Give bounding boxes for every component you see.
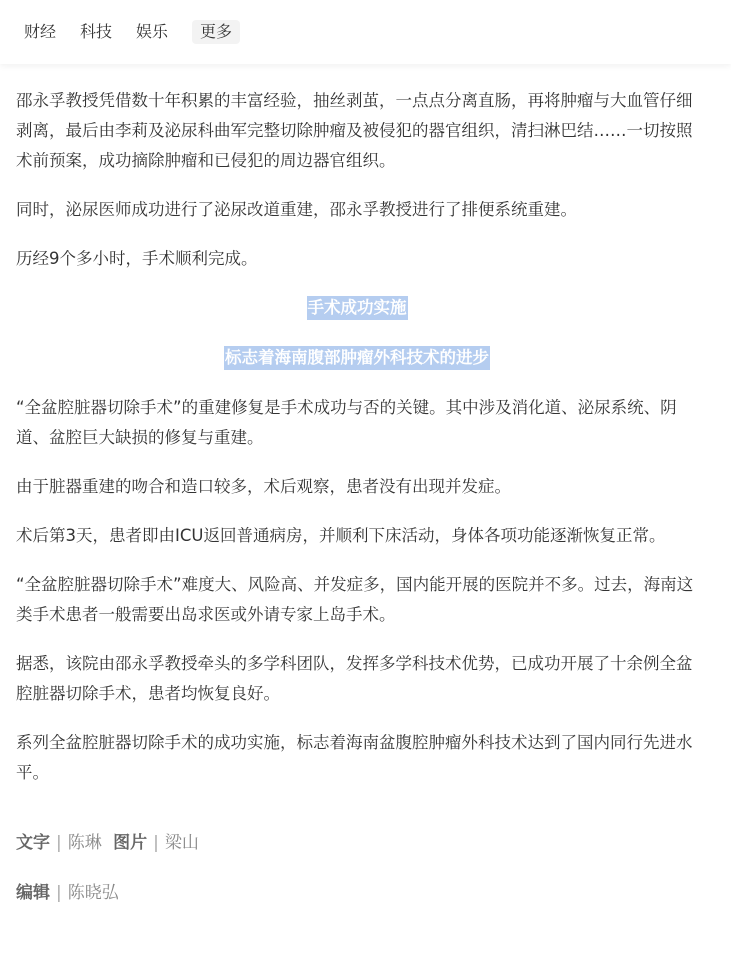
section-heading-2 <box>16 343 698 373</box>
article-credits <box>16 828 698 908</box>
article-body <box>16 86 698 928</box>
credit-separator: | <box>153 833 159 853</box>
credit-editor-name: 陈晓弘 <box>67 883 119 903</box>
article-paragraph: 据悉，该院由邵永孚教授牵头的多学科团队，发挥多学科技术优势，已成功开展了十余例全盆腔脏器切除手术，患者均恢复良好。 <box>16 654 693 703</box>
article-paragraph: 同时，泌尿医师成功进行了泌尿改道重建，邵永孚教授进行了排便系统重建。 <box>16 200 577 219</box>
article-paragraph: 邵永孚教授凭借数十年积累的丰富经验，抽丝剥茧，一点点分离直肠，再将肿瘤与大血管仔细剥离，最后由李莉及泌尿科曲军完整切除肿瘤及被侵犯的器官组织，清扫淋巴结……一切按照术前预案，成功摘除肿瘤和已侵犯的周边器官组织。 <box>16 91 693 170</box>
credit-line-editor <box>16 878 698 908</box>
top-navigation-bar <box>0 0 731 64</box>
nav-item-finance[interactable]: 财经 <box>24 22 57 41</box>
nav-more-button[interactable]: 更多 <box>192 20 240 44</box>
credit-text-author: 陈琳 <box>67 833 102 853</box>
highlight-heading: 手术成功实施 <box>307 296 408 320</box>
credit-line-text-photo <box>16 828 698 858</box>
article-paragraph: 系列全盆腔脏器切除手术的成功实施，标志着海南盆腹腔肿瘤外科技术达到了国内同行先进水平。 <box>16 733 693 782</box>
credit-photo-label: 图片 <box>113 833 148 853</box>
credit-photo-author: 梁山 <box>164 833 199 853</box>
highlight-heading: 标志着海南腹部肿瘤外科技术的进步 <box>224 346 490 370</box>
article-paragraph: 历经9个多小时，手术顺利完成。 <box>16 249 258 268</box>
nav-item-tech[interactable]: 科技 <box>80 22 113 41</box>
credit-separator: | <box>56 833 62 853</box>
article-paragraph: “全盆腔脏器切除手术”的重建修复是手术成功与否的关键。其中涉及消化道、泌尿系统、阴道、盆腔巨大缺损的修复与重建。 <box>16 398 677 447</box>
article-paragraph: 术后第3天，患者即由ICU返回普通病房，并顺利下床活动，身体各项功能逐渐恢复正常。 <box>16 526 666 545</box>
credit-separator: | <box>56 883 62 903</box>
article-paragraph: “全盆腔脏器切除手术”难度大、风险高、并发症多，国内能开展的医院并不多。过去，海南这类手术患者一般需要出岛求医或外请专家上岛手术。 <box>16 575 694 624</box>
credit-text-label: 文字 <box>16 833 50 853</box>
article-paragraph: 由于脏器重建的吻合和造口较多，术后观察，患者没有出现并发症。 <box>16 477 511 496</box>
section-heading-1 <box>16 293 698 323</box>
credit-editor-label: 编辑 <box>16 883 50 903</box>
nav-item-entertainment[interactable]: 娱乐 <box>136 22 169 41</box>
